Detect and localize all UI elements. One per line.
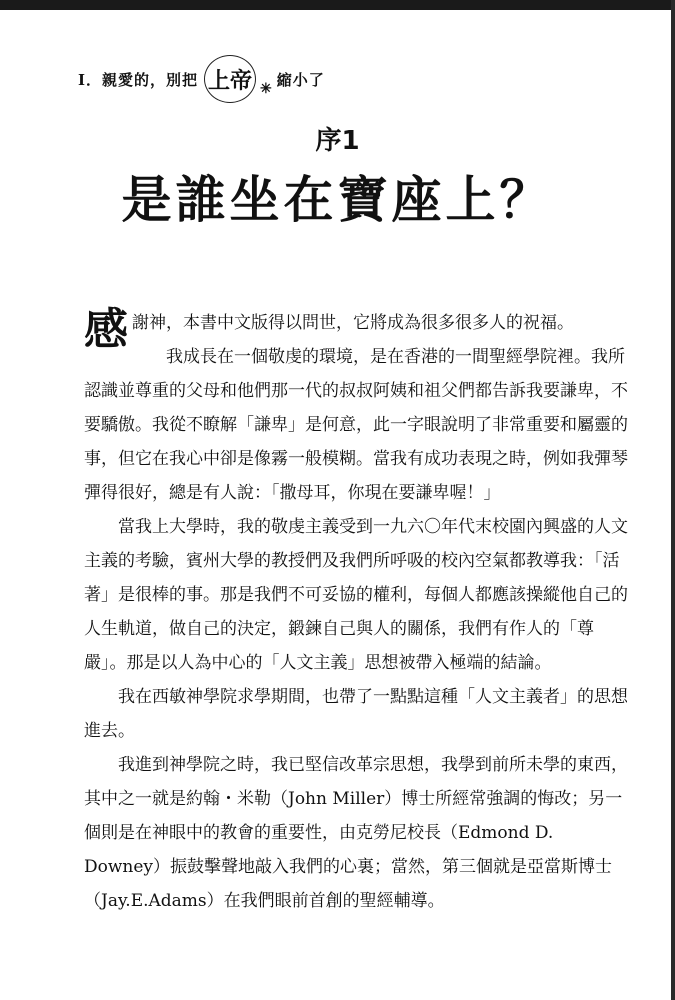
paragraph-2: 我成長在一個敬虔的環境，是在香港的一間聖經學院裡。我所認識並尊重的父母和他們那一代的叔叔阿姨和祖父們都告訴我要謙卑，不要驕傲。我從不瞭解「謙卑」是何意，此一字眼說明了非常重要和屬靈的事，但它在我心中卻是像霧一般模糊。當我有成功表現之時，例如我彈琴彈得很好，總是有人說：「撒母耳，你現在要謙卑喔！」: [84, 347, 628, 503]
body-text: [84, 300, 629, 918]
drop-cap: 感: [84, 304, 128, 355]
scan-top-border: [0, 0, 675, 10]
header-text-before: I．親愛的，別把: [78, 70, 199, 89]
running-header: [78, 56, 325, 102]
paragraph-1: [84, 300, 629, 355]
header-text-after: 縮小了: [276, 70, 325, 89]
header-circled-word: 上帝: [204, 55, 256, 103]
sparkle-icon: ✳: [260, 81, 273, 97]
preface-label: 序1: [315, 126, 360, 156]
paragraph-1-text: 謝神，本書中文版得以問世，它將成為很多很多人的祝福。: [132, 313, 574, 333]
paragraph-5: 我進到神學院之時，我已堅信改革宗思想，我學到前所未學的東西，其中之一就是約翰・米勒（John Miller）博士所經常強調的悔改；另一個則是在神眼中的教會的重要性，由克勞尼校長（Edmond D. Downey）振鼓擊聲地敲入我們的心裏；當然，第三個就是亞當斯博士（Jay.E.Adams）在我們眼前首創的聖經輔導。: [84, 755, 628, 911]
paragraph-4: 我在西敏神學院求學期間，也帶了一點點這種「人文主義者」的思想進去。: [84, 687, 628, 741]
paragraph-3: 當我上大學時，我的敬虔主義受到一九六〇年代末校園內興盛的人文主義的考驗，賓州大學的教授們及我們所呼吸的校內空氣都教導我：「活著」是很棒的事。那是我們不可妥協的權利，每個人都應該操縱他自己的人生軌道，做自己的決定，鍛鍊自己與人的關係，我們有作人的「尊嚴」。那是以人為中心的「人文主義」思想被帶入極端的結論。: [84, 517, 628, 673]
chapter-title: 是誰坐在寶座上？: [121, 170, 554, 229]
